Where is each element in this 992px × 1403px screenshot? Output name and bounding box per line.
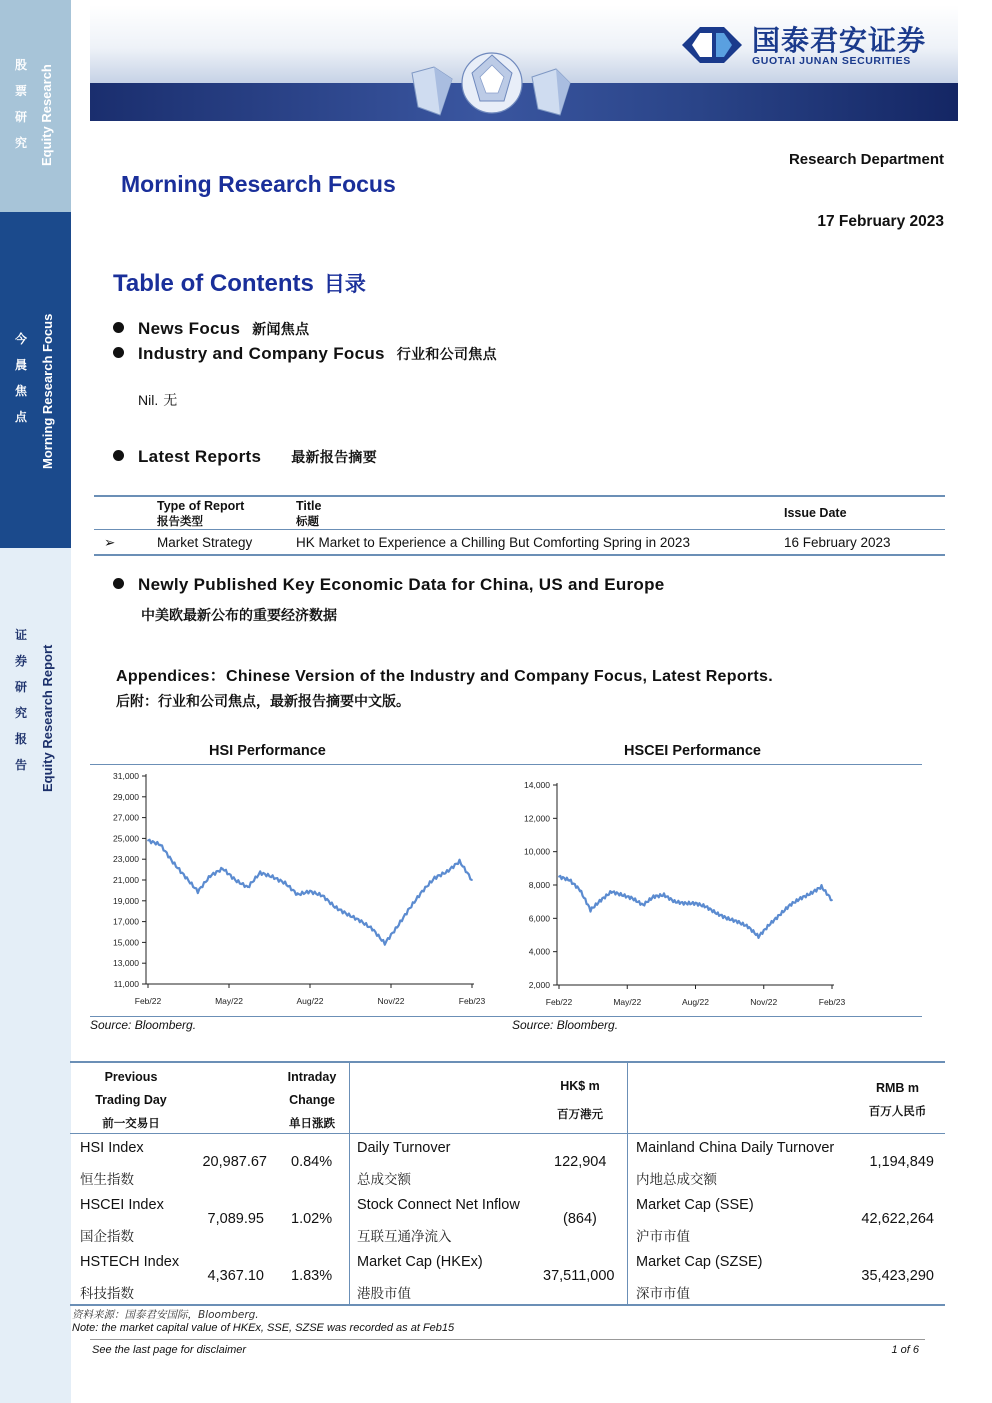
y-tick-label: 17,000 xyxy=(113,916,139,927)
data-point xyxy=(309,891,311,893)
y-tick-label: 21,000 xyxy=(113,875,139,885)
index-name: HSTECH Index xyxy=(80,1254,180,1270)
table-rule xyxy=(94,554,945,556)
table-divider xyxy=(349,1061,350,1306)
data-point xyxy=(611,891,613,893)
col-header-type-en: Type of Report xyxy=(157,499,245,513)
y-tick-label: 12,000 xyxy=(524,813,550,824)
data-point xyxy=(579,889,581,891)
col-header-rmb-cn: 百万人民币 xyxy=(868,1104,927,1118)
hk-metric-cn: 港股市值 xyxy=(357,1286,411,1302)
y-tick-label: 8,000 xyxy=(528,880,550,890)
index-change: 1.83% xyxy=(291,1268,333,1284)
data-point xyxy=(621,894,623,896)
y-tick-label: 25,000 xyxy=(113,833,139,844)
data-point xyxy=(421,891,423,893)
data-point xyxy=(459,860,461,862)
data-point xyxy=(705,906,707,908)
chart-top-rule xyxy=(90,764,922,765)
data-point xyxy=(446,871,448,873)
report-title-link[interactable]: HK Market to Experience a Chilling But Comforting Spring in 2023 xyxy=(296,535,690,550)
x-tick-label: Feb/23 xyxy=(818,997,846,1007)
y-tick-label: 14,000 xyxy=(524,780,550,790)
toc-item-label-cn: 最新报告摘要 xyxy=(291,450,378,466)
y-tick-label: 11,000 xyxy=(113,979,139,989)
y-tick-label: 27,000 xyxy=(113,812,139,823)
y-tick-label: 15,000 xyxy=(113,937,139,948)
data-point xyxy=(590,909,592,911)
data-point xyxy=(247,886,249,888)
x-tick-label: Nov/22 xyxy=(377,996,405,1006)
data-point xyxy=(558,876,560,878)
data-point xyxy=(684,902,686,904)
col-header-title-en: Title xyxy=(296,499,322,513)
data-point xyxy=(789,904,791,906)
index-value: 20,987.67 xyxy=(202,1154,267,1170)
sidebar-en-label: Morning Research Focus xyxy=(40,313,55,469)
data-point xyxy=(831,899,833,901)
data-point xyxy=(642,904,644,906)
sidebar-cn-label: 股 票 研 究 xyxy=(14,58,27,150)
logo-text-cn: 国泰君安证券 xyxy=(752,24,927,57)
y-tick-label: 19,000 xyxy=(113,895,139,906)
data-point xyxy=(434,877,436,879)
toc-heading xyxy=(113,268,366,298)
col-header-hkd xyxy=(540,1075,620,1126)
col-header-change-2: Change xyxy=(289,1093,335,1107)
data-point xyxy=(384,943,386,945)
report-date: 17 February 2023 xyxy=(817,213,944,230)
data-point xyxy=(695,902,697,904)
data-point xyxy=(272,876,274,878)
hk-value: 122,904 xyxy=(554,1154,607,1170)
data-point xyxy=(184,876,186,878)
col-header-hkd-cn: 百万港元 xyxy=(557,1107,603,1121)
data-point xyxy=(737,921,739,923)
toc-item-label: Latest Reports xyxy=(138,447,262,466)
data-point xyxy=(209,875,211,877)
chart-bottom-rule xyxy=(90,1016,922,1017)
col-header-prev-2: Trading Day xyxy=(95,1093,167,1107)
data-point xyxy=(632,897,634,899)
appendix-label-cn: 后附：行业和公司焦点，最新报告摘要中文版。 xyxy=(116,694,410,710)
data-point xyxy=(297,894,299,896)
table-divider xyxy=(627,1061,628,1306)
col-header-type xyxy=(157,499,244,529)
col-header-change-1: Intraday xyxy=(287,1070,337,1084)
hk-metric: Market Cap (HKEx) xyxy=(357,1254,483,1270)
table-rule xyxy=(94,495,945,497)
col-header-title xyxy=(296,499,321,529)
logo-text-en: GUOTAI JUNAN SECURITIES xyxy=(752,55,911,67)
data-point xyxy=(396,926,398,928)
data-point xyxy=(359,920,361,922)
market-data-table xyxy=(70,1061,945,1306)
table-note: Note: the market capital value of HKEx, SSE, SZSE was recorded as at Feb15 xyxy=(72,1322,455,1334)
bullet-icon xyxy=(113,450,124,461)
hk-metric-cn: 总成交额 xyxy=(357,1172,411,1188)
toc-item-latest-reports[interactable] xyxy=(113,447,377,467)
diamond-graphic-icon xyxy=(400,43,580,121)
y-tick-label: 23,000 xyxy=(113,854,139,865)
y-tick-label: 4,000 xyxy=(528,946,550,957)
nil-en: Nil. xyxy=(138,392,159,408)
cn-metric: Market Cap (SSE) xyxy=(636,1197,754,1213)
col-header-date: Issue Date xyxy=(784,506,847,520)
x-tick-label: Aug/22 xyxy=(682,997,709,1007)
department-label: Research Department xyxy=(788,151,944,168)
cn-metric: Market Cap (SZSE) xyxy=(636,1254,763,1270)
toc-heading-en: Table of Contents xyxy=(113,270,314,297)
bullet-icon xyxy=(113,322,124,333)
row-marker-icon: ➢ xyxy=(104,535,116,550)
data-point xyxy=(779,914,781,916)
data-point xyxy=(172,861,174,863)
hsi-source: Source: Bloomberg. xyxy=(90,1018,197,1032)
data-point xyxy=(259,872,261,874)
report-title: Morning Research Focus xyxy=(121,171,396,197)
toc-item-label: Industry and Company Focus xyxy=(138,344,385,363)
x-tick-label: Nov/22 xyxy=(750,997,778,1007)
sidebar-en-label: Equity Research Report xyxy=(40,644,55,792)
data-point xyxy=(716,912,718,914)
index-name-cn: 恒生指数 xyxy=(80,1172,134,1188)
data-point xyxy=(409,907,411,909)
bullet-icon xyxy=(113,578,124,589)
col-header-prev-1: Previous xyxy=(104,1070,158,1084)
data-point xyxy=(569,879,571,881)
econ-label-cn: 中美欧最新公布的重要经济数据 xyxy=(141,608,337,624)
data-point xyxy=(234,879,236,881)
hk-metric: Daily Turnover xyxy=(357,1140,451,1156)
data-point xyxy=(197,891,199,893)
logo-mark-icon xyxy=(680,25,744,65)
data-point xyxy=(471,879,473,881)
sidebar-section-morning-focus xyxy=(0,212,71,548)
hk-value: 37,511,000 xyxy=(543,1268,615,1284)
data-point xyxy=(160,844,162,846)
col-header-title-cn: 标题 xyxy=(296,514,319,528)
appendix-label: Appendices：Chinese Version of the Industry and Company Focus, Latest Reports. xyxy=(116,668,773,685)
data-point xyxy=(284,882,286,884)
sidebar-cn-label: 今 晨 焦 点 xyxy=(14,332,27,424)
col-header-hkd-unit: HK$ m xyxy=(560,1079,600,1093)
table-rule xyxy=(94,529,945,530)
sidebar-section-equity-research xyxy=(0,0,71,212)
data-point xyxy=(600,899,602,901)
y-tick-label: 29,000 xyxy=(113,791,139,802)
toc-item-label-cn: 行业和公司焦点 xyxy=(396,347,497,363)
x-tick-label: May/22 xyxy=(215,996,243,1006)
y-tick-label: 10,000 xyxy=(524,846,550,857)
report-type-cell: Market Strategy xyxy=(157,535,253,550)
x-tick-label: Aug/22 xyxy=(296,996,324,1006)
cn-value: 35,423,290 xyxy=(861,1268,934,1284)
index-change: 0.84% xyxy=(291,1154,333,1170)
data-point xyxy=(346,913,348,915)
sidebar-en-label: Equity Research xyxy=(39,64,54,166)
index-value: 7,089.95 xyxy=(207,1211,264,1227)
report-date-cell: 16 February 2023 xyxy=(784,535,891,550)
hk-metric-cn: 互联互通净流入 xyxy=(357,1229,452,1245)
nil-text xyxy=(138,390,177,410)
sidebar-section-report xyxy=(0,548,71,1403)
toc-heading-cn: 目录 xyxy=(323,272,366,296)
data-point xyxy=(147,840,149,842)
data-point xyxy=(810,892,812,894)
table-rule xyxy=(70,1061,945,1063)
sidebar xyxy=(0,0,71,1403)
x-tick-label: May/22 xyxy=(613,997,642,1007)
index-name-cn: 科技指数 xyxy=(80,1286,134,1302)
series-line xyxy=(559,876,832,938)
cn-metric: Mainland China Daily Turnover xyxy=(636,1140,835,1156)
table-source-note: 资料来源：国泰君安国际，Bloomberg. xyxy=(72,1309,259,1321)
data-point xyxy=(726,917,728,919)
col-header-prev-cn: 前一交易日 xyxy=(102,1116,160,1130)
table-rule xyxy=(70,1133,945,1134)
data-point xyxy=(821,886,823,888)
nil-cn: 无 xyxy=(163,393,178,409)
col-header-change xyxy=(276,1066,348,1135)
col-header-type-cn: 报告类型 xyxy=(157,514,203,528)
footer-disclaimer: See the last page for disclaimer xyxy=(92,1344,247,1356)
toc-item-economic-data[interactable] xyxy=(113,575,665,595)
index-value: 4,367.10 xyxy=(207,1268,264,1284)
index-name-cn: 国企指数 xyxy=(80,1229,134,1245)
table-rule xyxy=(70,1304,945,1306)
index-change: 1.02% xyxy=(291,1211,333,1227)
page-number: 1 of 6 xyxy=(891,1344,919,1356)
company-logo xyxy=(680,19,958,69)
footer-rule xyxy=(90,1339,925,1340)
hscei-source: Source: Bloomberg. xyxy=(512,1018,619,1032)
hk-metric: Stock Connect Net Inflow xyxy=(357,1197,520,1213)
toc-item-label-cn: 新闻焦点 xyxy=(252,322,310,338)
data-point xyxy=(758,936,760,938)
hsi-chart xyxy=(90,768,495,1013)
x-tick-label: Feb/22 xyxy=(545,997,573,1007)
hscei-chart-title: HSCEI Performance xyxy=(624,743,761,759)
data-point xyxy=(371,928,373,930)
data-point xyxy=(653,896,655,898)
data-point xyxy=(800,897,802,899)
cn-metric-cn: 沪市市值 xyxy=(636,1229,690,1245)
data-point xyxy=(768,924,770,926)
data-point xyxy=(222,868,224,870)
cn-value: 1,194,849 xyxy=(869,1154,934,1170)
y-tick-label: 6,000 xyxy=(528,913,550,924)
col-header-rmb-unit: RMB m xyxy=(875,1081,920,1095)
col-header-prev xyxy=(76,1066,186,1135)
toc-item-news-focus[interactable] xyxy=(113,319,309,339)
hk-value: (864) xyxy=(563,1211,597,1227)
toc-item-industry-focus[interactable] xyxy=(113,344,497,364)
y-tick-label: 2,000 xyxy=(528,980,550,990)
hsi-chart-title: HSI Performance xyxy=(209,743,326,759)
data-point xyxy=(674,901,676,903)
x-tick-label: Feb/23 xyxy=(458,996,486,1006)
toc-item-label: Newly Published Key Economic Data for China, US and Europe xyxy=(138,575,665,594)
hscei-chart xyxy=(505,768,915,1013)
data-point xyxy=(334,906,336,908)
y-tick-label: 13,000 xyxy=(113,958,139,969)
index-name: HSI Index xyxy=(80,1140,144,1156)
index-name: HSCEI Index xyxy=(80,1197,164,1213)
sidebar-cn-label: 证 券 研 究 报 告 xyxy=(14,628,27,772)
data-point xyxy=(663,894,665,896)
cn-value: 42,622,264 xyxy=(861,1211,934,1227)
col-header-change-cn: 单日涨跌 xyxy=(289,1116,335,1130)
bullet-icon xyxy=(113,347,124,358)
header-banner xyxy=(90,5,958,121)
x-tick-label: Feb/22 xyxy=(134,996,162,1006)
cn-metric-cn: 深市市值 xyxy=(636,1286,690,1302)
data-point xyxy=(322,895,324,897)
data-point xyxy=(747,926,749,928)
y-tick-label: 31,000 xyxy=(113,771,139,781)
toc-item-label: News Focus xyxy=(138,319,241,338)
col-header-rmb xyxy=(850,1077,945,1123)
cn-metric-cn: 内地总成交额 xyxy=(636,1172,717,1188)
